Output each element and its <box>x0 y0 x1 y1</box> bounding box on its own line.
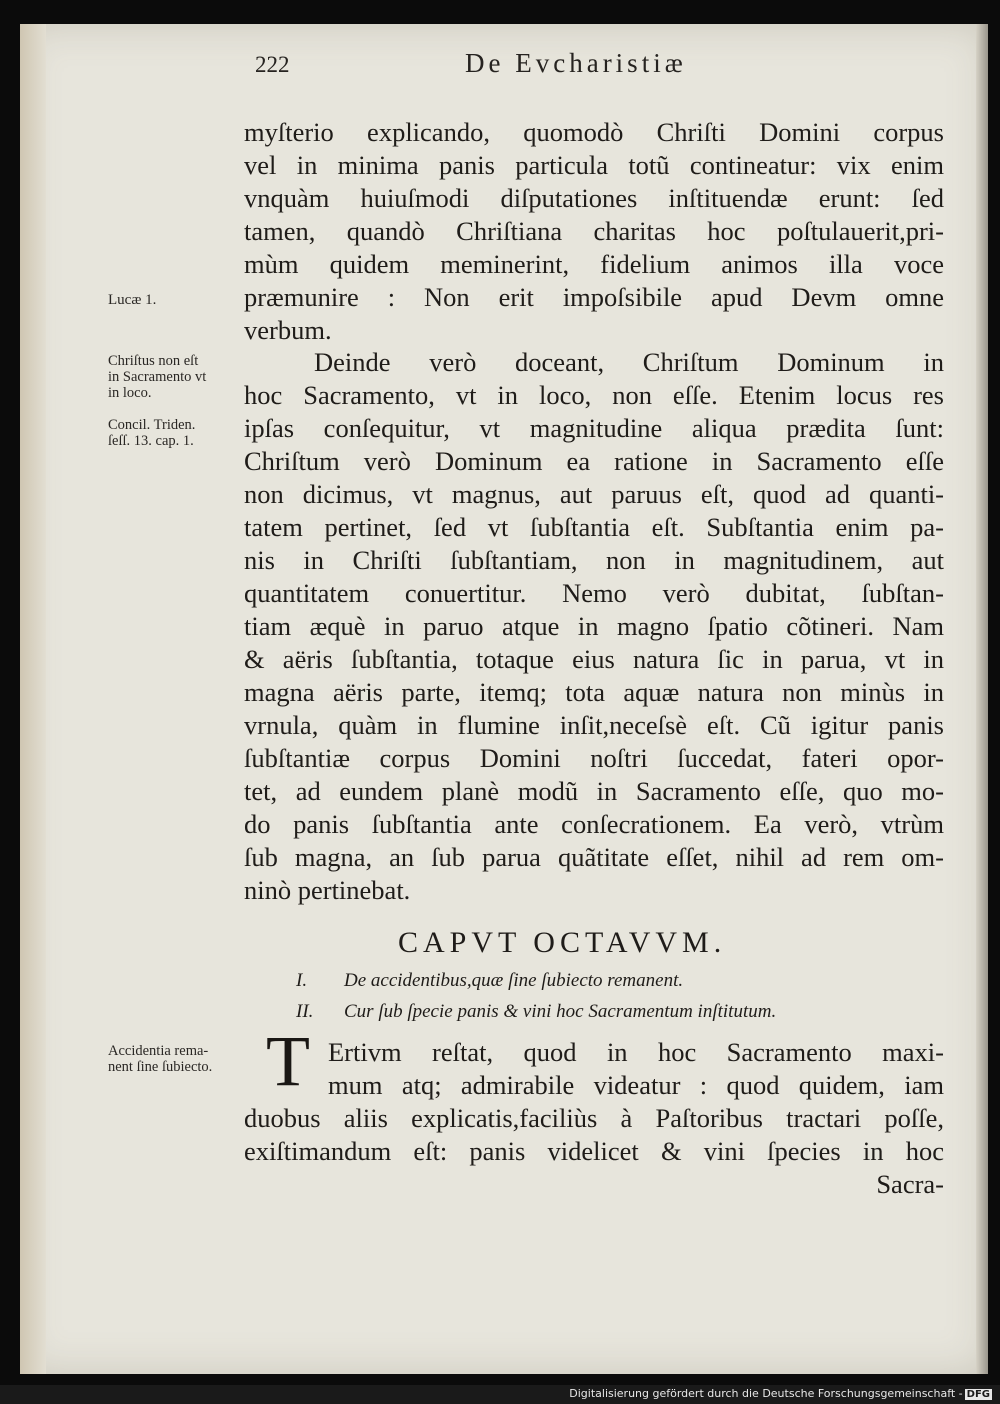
text-line: hoc Sacramento, vt in loco, non eſſe. Etenim locus res <box>244 380 944 410</box>
catchword: Sacra- <box>876 1169 944 1199</box>
summary-number: II. <box>296 1001 314 1022</box>
text-line: vrnula, quàm in flumine inſit,neceſsè eſt. Cũ igitur panis <box>244 710 944 740</box>
text-line: quantitatem conuertitur. Nemo verò dubitat, ſubſtan- <box>244 578 944 608</box>
text-line: verbum. <box>244 315 332 345</box>
text-line: ipſas conſequitur, vt magnitudine aliqua prædita ſunt: <box>244 413 944 443</box>
running-head <box>255 48 775 92</box>
text-block-1 <box>244 116 944 347</box>
text-line: Chriſtum verò Dominum ea ratione in Sacramento eſſe <box>244 446 944 476</box>
text-line: & aëris ſubſtantia, totaque eius natura ſic in parua, vt in <box>244 644 944 674</box>
text-block-3 <box>244 1102 944 1201</box>
text-line: ſubſtantiæ corpus Domini noſtri ſuccedat, fateri opor- <box>244 743 944 773</box>
text-line: do panis ſubſtantia ante conſecrationem. Ea verò, vtrùm <box>244 809 944 839</box>
summary-text: De accidentibus,quæ ſine ſubiecto remanent. <box>344 970 684 991</box>
running-title: De Evcharistiæ <box>465 48 687 78</box>
text-line: præmunire : Non erit impoſsibile apud Devm omne <box>244 282 944 312</box>
margin-note-luke: Lucæ 1. <box>108 292 157 308</box>
text-line: tatem pertinet, ſed vt ſubſtantia eſt. Subſtantia enim pa- <box>244 512 944 542</box>
text-line: tamen, quandò Chriſtiana charitas hoc poſtulauerit,pri- <box>244 216 944 246</box>
margin-note-christus: Chriſtus non eſt in Sacramento vt in loco. <box>108 353 207 401</box>
text-line: nis in Chriſti ſubſtantiam, non in magnitudinem, aut <box>244 545 944 575</box>
margin-note-accidentia: Accidentia rema- nent ſine ſubiecto. <box>108 1043 213 1075</box>
text-line: tet, ad eundem planè modũ in Sacramento eſſe, quo mo- <box>244 776 944 806</box>
text-block-2 <box>244 346 944 907</box>
chapter-summary-item <box>296 970 946 992</box>
dfg-logo: DFG <box>966 1389 990 1400</box>
text-line: duobus aliis explicatis,faciliùs à Paſtoribus tractari poſſe, <box>244 1103 944 1133</box>
summary-number: I. <box>296 970 308 991</box>
text-line: Ertivm reſtat, quod in hoc Sacramento maxi- <box>328 1037 944 1067</box>
text-block-3-dropcap <box>328 1036 944 1102</box>
text-line: mùm quidem meminerint, fidelium animos illa voce <box>244 249 944 279</box>
text-line: magna aëris parte, itemq; tota aquæ natura non minùs in <box>244 677 944 707</box>
margin-note-council: Concil. Triden. ſeſſ. 13. cap. 1. <box>108 417 196 449</box>
chapter-summary-item <box>296 1001 946 1023</box>
text-line: myſterio explicando, quomodò Chriſti Domini corpus <box>244 117 944 147</box>
text-line: Deinde verò doceant, Chriſtum Dominum in <box>314 347 944 377</box>
chapter-title: CAPVT OCTAVVM. <box>398 926 727 959</box>
text-line: ninò pertinebat. <box>244 875 411 905</box>
text-line: ſub magna, an ſub parua quãtitate eſſet, nihil ad rem om- <box>244 842 944 872</box>
page-number: 222 <box>255 52 290 77</box>
summary-text: Cur ſub ſpecie panis & vini hoc Sacramentum inſtitutum. <box>344 1001 777 1022</box>
text-line: vnquàm huiuſmodi diſputationes inſtituendæ erunt: ſed <box>244 183 944 213</box>
text-line: non dicimus, vt magnus, aut paruus eſt, quod ad quanti- <box>244 479 944 509</box>
text-line: mum atq; admirabile videatur : quod quidem, iam <box>328 1070 944 1100</box>
text-line: tiam æquè in paruo atque in magno ſpatio cõtineri. Nam <box>244 611 944 641</box>
drop-cap: T <box>266 1021 310 1101</box>
text-line: exiſtimandum eſt: panis videlicet & vini ſpecies in hoc <box>244 1136 944 1166</box>
digitization-credit: Digitalisierung gefördert durch die Deutsche Forschungsgemeinschaft - DFG <box>569 1387 990 1400</box>
text-line: vel in minima panis particula totũ contineatur: vix enim <box>244 150 944 180</box>
